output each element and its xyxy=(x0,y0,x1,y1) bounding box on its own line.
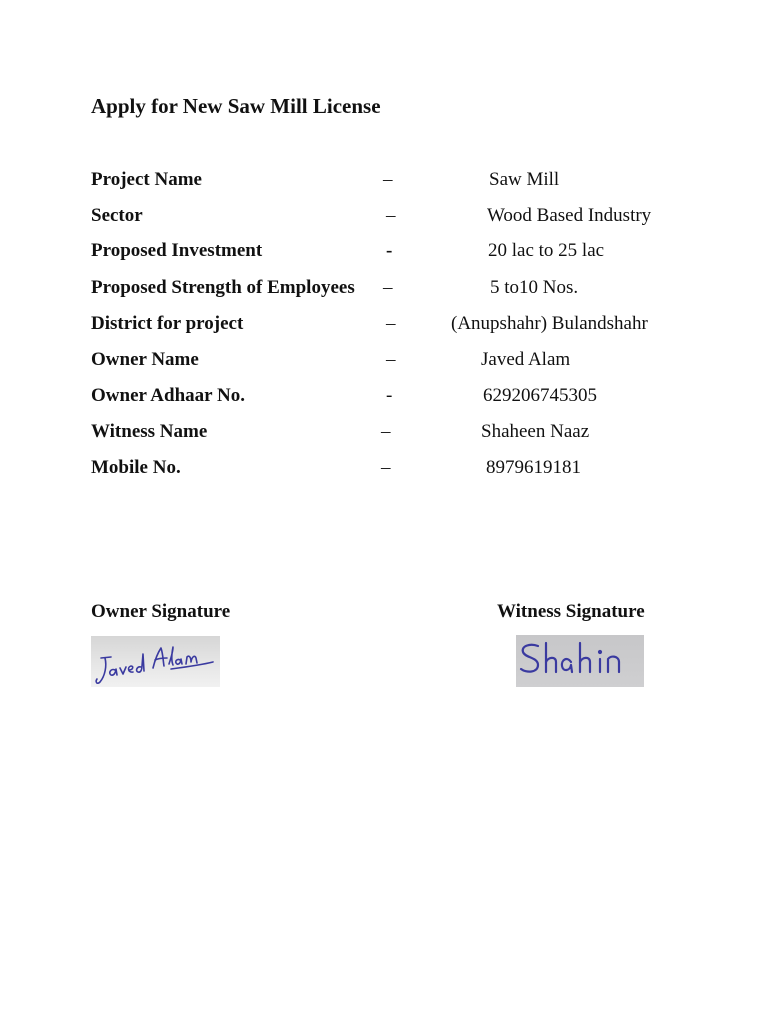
field-label: Sector xyxy=(91,205,143,226)
field-separator: – xyxy=(381,457,391,478)
field-value: Wood Based Industry xyxy=(487,205,652,226)
field-row-project-name xyxy=(0,169,768,193)
field-separator: – xyxy=(386,349,396,370)
field-separator: – xyxy=(386,313,396,334)
field-value: Saw Mill xyxy=(489,169,560,190)
field-label: Project Name xyxy=(91,169,202,190)
field-separator: - xyxy=(386,385,393,406)
field-row-proposed-investment xyxy=(0,240,768,264)
field-value: 8979619181 xyxy=(486,457,581,478)
field-separator: – xyxy=(383,169,393,190)
field-value: 629206745305 xyxy=(483,385,597,406)
field-row-witness-name xyxy=(0,421,768,445)
field-value: (Anupshahr) Bulandshahr xyxy=(451,313,648,334)
witness-signature-label: Witness Signature xyxy=(497,601,645,622)
page-title: Apply for New Saw Mill License xyxy=(91,94,381,118)
witness-signature-drawing xyxy=(516,635,644,687)
field-row-owner-adhaar xyxy=(0,385,768,409)
owner-signature-drawing xyxy=(91,636,220,687)
field-row-district xyxy=(0,313,768,337)
owner-signature-image xyxy=(91,636,220,687)
field-label: Mobile No. xyxy=(91,457,181,478)
field-row-employee-strength xyxy=(0,277,768,301)
field-separator: – xyxy=(383,277,393,298)
field-label: Proposed Investment xyxy=(91,240,263,261)
field-row-mobile xyxy=(0,457,768,481)
owner-signature-label: Owner Signature xyxy=(91,601,231,622)
field-value: Javed Alam xyxy=(481,349,571,370)
field-value: 20 lac to 25 lac xyxy=(488,240,605,261)
witness-signature-image xyxy=(516,635,644,687)
field-value: Shaheen Naaz xyxy=(481,421,590,442)
field-separator: – xyxy=(386,205,396,226)
field-label: Owner Name xyxy=(91,349,199,370)
field-separator: – xyxy=(381,421,391,442)
field-label: District for project xyxy=(91,313,244,334)
field-label: Owner Adhaar No. xyxy=(91,385,245,406)
field-label: Proposed Strength of Employees xyxy=(91,277,355,298)
field-label: Witness Name xyxy=(91,421,208,442)
field-separator: - xyxy=(386,240,393,261)
field-row-owner-name xyxy=(0,349,768,373)
field-row-sector xyxy=(0,205,768,229)
field-value: 5 to10 Nos. xyxy=(490,277,579,298)
